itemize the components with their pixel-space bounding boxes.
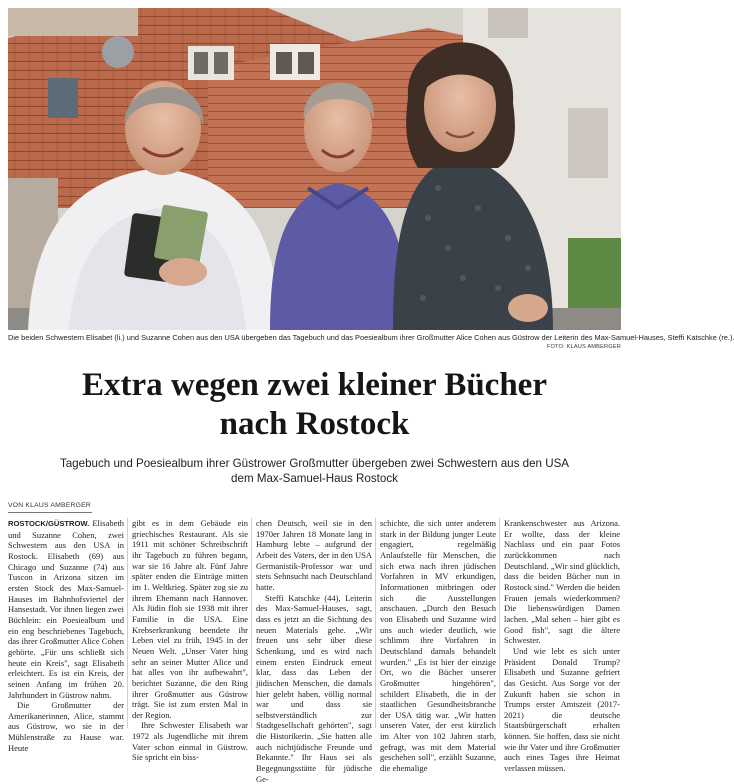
headline	[0, 366, 629, 444]
article-column-5	[504, 518, 620, 774]
article-column-2	[132, 518, 248, 763]
article-column-3	[256, 518, 372, 784]
column-4-paragraph-1: schichte, die sich unter anderem stark in der Bildung junger Leute engagiert, regelmäßig Anlaufstelle für Menschen, die sich etwa nach ihren jüdischen Vorfahren in MV erkundigen, Informationen mitbringen oder sich die Ausstellungen anschauen. „Durch den Besuch von Elisabeth und Suzanne wird uns auch wieder deutlich, wie schlimm ihre Vorfahren in Deutschland damals behandelt wurden." „Es ist hier der einzige Ort, wo die Bücher unserer Großmutter hingehören", schildert Elisabeth, die in der staatlichen Gesundheitsbranche der USA tätig war. „Wir hatten unseren Vater, der erst kürzlich im Alter von 102 Jahren starb, gefragt, was mit dem Material geschehen soll", erzählt Suzanne, die ehemalige	[380, 518, 496, 774]
headline-line-1: Extra wegen zwei kleiner Bücher	[82, 367, 547, 403]
column-1-text-1: Elisabeth und Suzanne Cohen, zwei Schwestern aus den USA in Rostock. Elisabeth (69) aus Chicago und Suzanne (74) aus Tuscon in Arizona sitzen im ersten Stock des Max-Samuel-Hauses im Bahnhofsviertel der Hansestadt. Vor ihnen liegen zwei Büchlein: ein Poesiealbum und ein eng beschriebenes Tagebuch, das ihrer Großmutter Alice Cohen gehörte. „Für uns schließt sich heute ein Kreis", sagt Elisabeth erleichtert. Es ist ein Kreis, der seinen Anfang im frühen 20. Jahrhundert in Güstrow nahm.	[8, 518, 124, 700]
photo-credit: FOTO: KLAUS AMBERGER	[546, 344, 621, 350]
column-divider	[499, 518, 500, 728]
subheadline	[20, 456, 609, 486]
column-3-paragraph-2: Steffi Katschke (44), Leiterin des Max-Samuel-Hauses, sagt, dass es jetzt an die Sichtung des neuen Materials gehe. „Wir freuen uns sehr über diese Schenkung, und es wird nach einem ersten Eindruck emeut klar, dass das Leben der jüdischen Menschen, die damals hier gelebt haben, völlig normal war und dass sie selbstverständlich zur Stadtgesellschaft gehörten", sagt die Historikerin. „Sie hatten alle auch nichtjüdische Freunde und Bekannte." Ihr Haus sei als Begegnungsstätte für jüdische Ge-	[256, 592, 372, 784]
article-photo	[8, 8, 621, 330]
column-1-paragraph-2: Die Großmutter der Amerikanerinnen, Alice, stammt aus Güstrow, wo sie in der Mühlenstraße zu Hause war. Heute	[8, 700, 124, 753]
article-column-1	[8, 518, 124, 753]
column-divider	[127, 518, 128, 728]
column-5-paragraph-1: Krankenschwester aus Arizona. Er wollte, dass der kleine Nachlass und ein paar Fotos zurückkommen nach Deutschland. „Wir sind glücklich, dass die beiden Bücher nun in Rostock sind." Werden die beiden Frauen jemals wiederkommen? Die liebenswürdigen Damen lachen. „Mal sehen – hier gibt es Good fish", sagt die ältere Schwester.	[504, 518, 620, 646]
column-5-paragraph-2: Und wie lebt es sich unter Präsident Donald Trump? Elisabeth und Suzanne gefriert das Gesicht. Aus Sorge vor der Zukunft haben sie schon in Trumps erster Amtszeit (2017-2021) die deutsche Staatsbürgerschaft erhalten können. Sie hoffen, dass sie nicht wie ihr Vater und ihre Großmutter auch eines Tages ihre Heimat verlassen müssen.	[504, 645, 620, 774]
photo-caption: Die beiden Schwestern Elisabet (li.) und Suzanne Cohen aus den USA übergeben das Tagebuch und das Poesiealbum ihrer Großmutter Alice Cohen aus Güstrow der Leiterin des Max-Samuel-Hauses, Steffi Katschke (re.).	[8, 333, 734, 342]
column-2-paragraph-2: Ihre Schwester Elisabeth war 1972 als Jugendliche mit ihrem Vater schon einmal in Güstrow. Sie spricht ein biss-	[132, 720, 248, 763]
column-1-paragraph-1	[8, 518, 124, 700]
column-3-paragraph-1: chen Deutsch, weil sie in den 1970er Jahren 18 Monate lang in Hamburg lebte – aufgrund der Arbeit des Vaters, der in den USA Germanistik-Professor war und stets Sehnsucht nach Deutschland hatte.	[256, 518, 372, 592]
byline-rule	[8, 512, 92, 513]
byline: VON KLAUS AMBERGER	[8, 502, 91, 509]
column-2-paragraph-1: gibt es in dem Gebäude ein griechisches Restaurant. Als sie 1911 mit schöner Schreibschrift ihr Tagebuch zu führen begann, war sie 16 Jahre alt. Fünf Jahre später enden die Einträge mitten im 1. Weltkrieg. Später zog sie zu ihrem Ehemann nach Hannover. Als Jüdin floh sie 1938 mit ihrer Familie in die USA. Eine Krebserkrankung beendete ihr Leben viel zu früh, 1945 in der Neuen Welt. „Unser Vater hing sehr an seiner Mutter Alice und hat alles von ihr aufbewahrt", berichtet Suzanne, die den Ring ihrer Großmutter aus Güstrow trägt. Sie ist zum ersten Mal in der Region.	[132, 518, 248, 720]
article-column-4	[380, 518, 496, 774]
subheadline-line-2: dem Max-Samuel-Haus Rostock	[231, 472, 398, 485]
subheadline-line-1: Tagebuch und Poesiealbum ihrer Güstrower Großmutter übergeben zwei Schwestern aus den USA	[59, 457, 570, 470]
column-divider	[251, 518, 252, 728]
column-divider	[375, 518, 376, 728]
headline-line-2: nach Rostock	[219, 406, 410, 442]
dateline: ROSTOCK/GÜSTROW.	[8, 519, 90, 528]
photo-illustration	[8, 8, 621, 330]
